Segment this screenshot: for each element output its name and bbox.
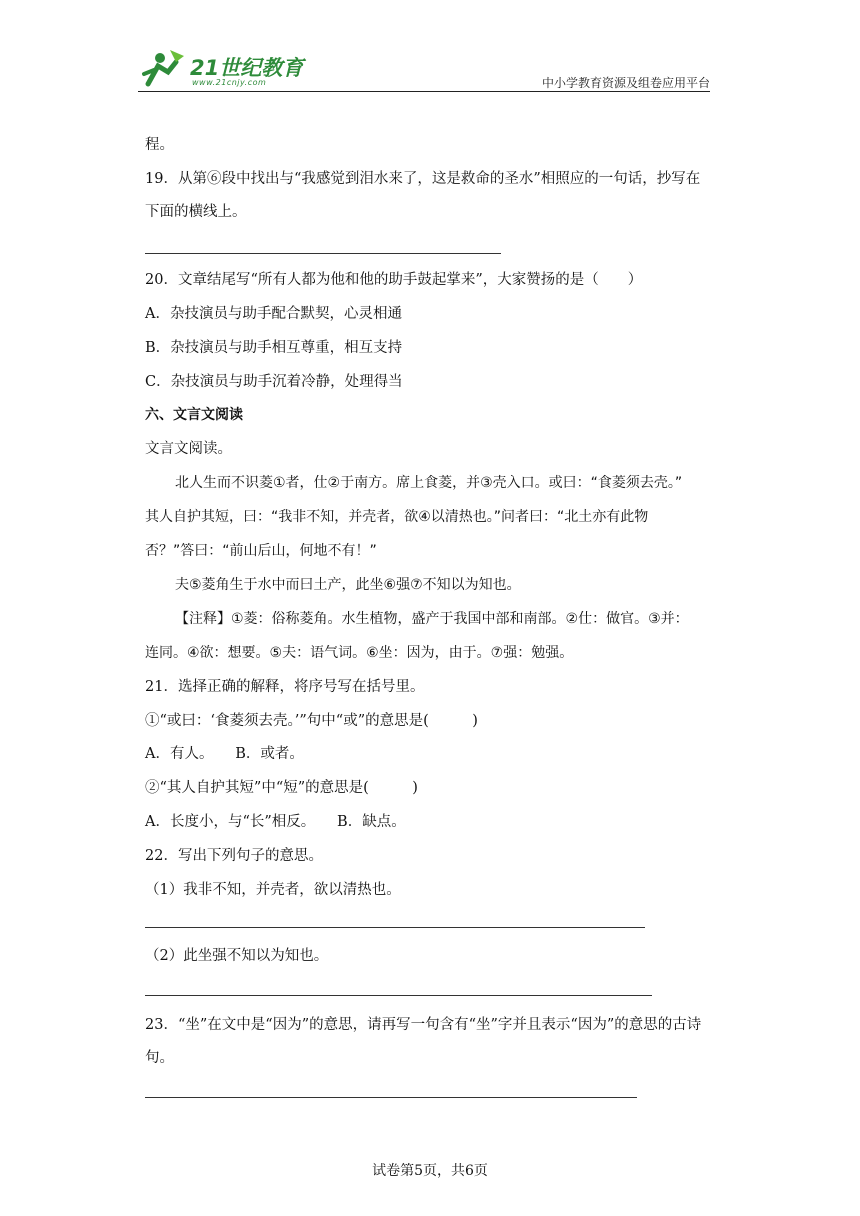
question-23: 23．“坐”在文中是“因为”的意思，请再写一句含有“坐”字并且表示“因为”的意思的古诗 <box>145 1017 702 1033</box>
question-22-1: （1）我非不知，并壳者，欲以清热也。 <box>145 882 401 898</box>
classical-text-line: 其人自护其短，曰：“我非不知，并壳者，欲④以清热也。”问者曰：“北土亦有此物 <box>145 509 649 525</box>
question-22: 22．写出下列句子的意思。 <box>145 848 323 864</box>
header-divider <box>138 91 710 92</box>
classical-text-line: 北人生而不识菱①者，仕②于南方。席上食菱，并③壳入口。或曰：“食菱须去壳。” <box>175 475 683 491</box>
question-21-1-options: A．有人。 B．或者。 <box>145 746 304 762</box>
annotation-cont: 连同。④欲：想要。⑤夫：语气词。⑥坐：因为，由于。⑦强：勉强。 <box>145 645 574 661</box>
question-22-2: （2）此坐强不知以为知也。 <box>145 948 329 964</box>
answer-line <box>145 927 645 928</box>
question-19-cont: 下面的横线上。 <box>145 204 247 220</box>
answer-line <box>145 1097 637 1098</box>
classical-text-line: 夫⑤菱角生于水中而曰土产，此坐⑥强⑦不知以为知也。 <box>175 577 521 593</box>
question-21-2-options: A．长度小，与“长”相反。 B．缺点。 <box>145 814 406 830</box>
section-intro: 文言文阅读。 <box>145 441 232 457</box>
question-21: 21．选择正确的解释，将序号写在括号里。 <box>145 679 425 695</box>
question-20: 20．文章结尾写“所有人都为他和他的助手鼓起掌来”，大家赞扬的是（ ） <box>145 272 643 288</box>
answer-line <box>145 995 652 996</box>
option-a: A．杂技演员与助手配合默契，心灵相通 <box>145 306 402 322</box>
page-footer: 试卷第5页，共6页 <box>372 1163 488 1179</box>
section-heading: 六、文言文阅读 <box>145 407 243 423</box>
question-21-2: ②“其人自护其短”中“短”的意思是( ) <box>145 780 418 796</box>
option-c: C．杂技演员与助手沉着冷静，处理得当 <box>145 374 403 390</box>
logo <box>140 46 310 90</box>
question-21-1: ①“或曰：‘食菱须去壳。’”句中“或”的意思是( ) <box>145 713 478 729</box>
classical-text-line: 否？”答曰：“前山后山，何地不有！” <box>145 543 377 559</box>
option-b: B．杂技演员与助手相互尊重，相互支持 <box>145 340 403 356</box>
logo-url: www.21cnjy.com <box>192 78 267 87</box>
answer-line <box>145 253 501 254</box>
annotation: 【注释】①菱：俗称菱角。水生植物，盛产于我国中部和南部。②仕：做官。③并： <box>175 611 689 627</box>
text-line: 程。 <box>145 137 174 153</box>
logo-title: 21世纪教育 <box>190 56 304 80</box>
question-19: 19．从第⑥段中找出与“我感觉到泪水来了，这是救命的圣水”相照应的一句话，抄写在 <box>145 171 701 187</box>
question-23-cont: 句。 <box>145 1050 174 1066</box>
platform-name: 中小学教育资源及组卷应用平台 <box>541 76 710 90</box>
